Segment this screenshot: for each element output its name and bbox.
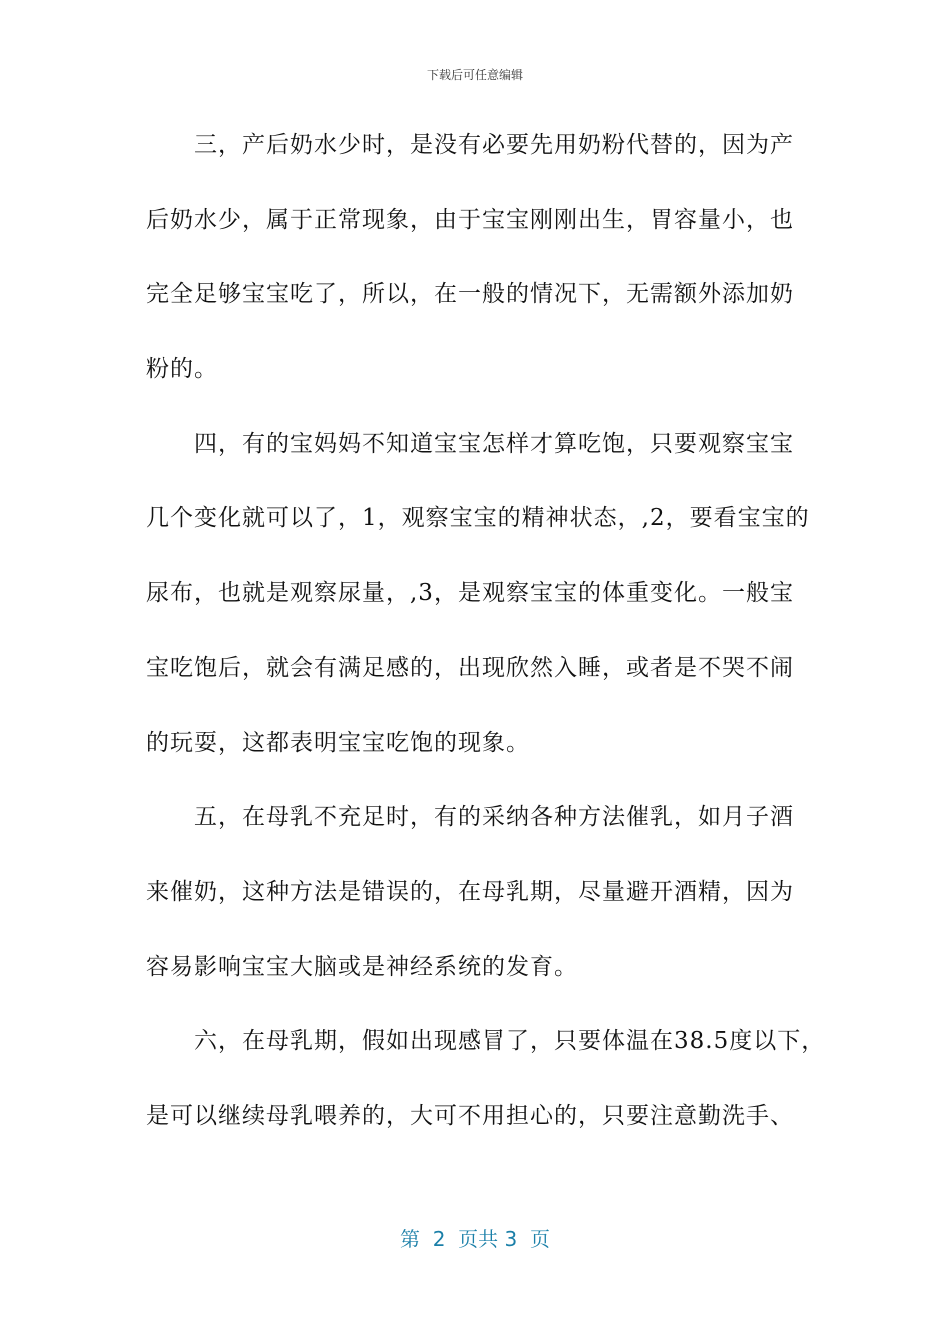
paragraph-3-line-1: 三，产后奶水少时，是没有必要先用奶粉代替的，因为产 (194, 132, 794, 158)
paragraph-3-line-3: 完全足够宝宝吃了，所以，在一般的情况下，无需额外添加奶 (146, 281, 794, 308)
page-header-note: 下载后可任意编辑 (426, 68, 523, 82)
paragraph-4-line-1: 四，有的宝妈妈不知道宝宝怎样才算吃饱，只要观察宝宝 (194, 430, 794, 457)
paragraph-3-line-4: 粉的。 (146, 356, 218, 383)
paragraph-3-line-2: 后奶水少，属于正常现象，由于宝宝刚刚出生，胃容量小，也 (146, 206, 794, 233)
paragraph-4-line-2: 几个变化就可以了，1，观察宝宝的精神状态，,2，要看宝宝的 (146, 505, 810, 532)
paragraph-4-line-4: 宝吃饱后，就会有满足感的，出现欣然入睡，或者是不哭不闹 (146, 654, 794, 681)
paragraph-5-line-1: 五，在母乳不充足时，有的采纳各种方法催乳，如月子酒 (194, 804, 794, 831)
document-body (146, 118, 826, 1164)
paragraph-6-line-1: 六，在母乳期，假如出现感冒了，只要体温在38.5度以下， (194, 1028, 826, 1055)
paragraph-4-line-3: 尿布，也就是观察尿量，,3，是观察宝宝的体重变化。一般宝 (146, 580, 794, 607)
paragraph-5-line-2: 来催奶，这种方法是错误的，在母乳期，尽量避开酒精，因为 (146, 878, 794, 905)
paragraph-4-line-5: 的玩耍，这都表明宝宝吃饱的现象。 (146, 729, 530, 756)
page-number: 第 2 页共 3 页 (400, 1227, 550, 1251)
paragraph-6-line-2: 是可以继续母乳喂养的，大可不用担心的，只要注意勤洗手、 (146, 1102, 794, 1129)
paragraph-5-line-3: 容易影响宝宝大脑或是神经系统的发育。 (146, 953, 578, 980)
